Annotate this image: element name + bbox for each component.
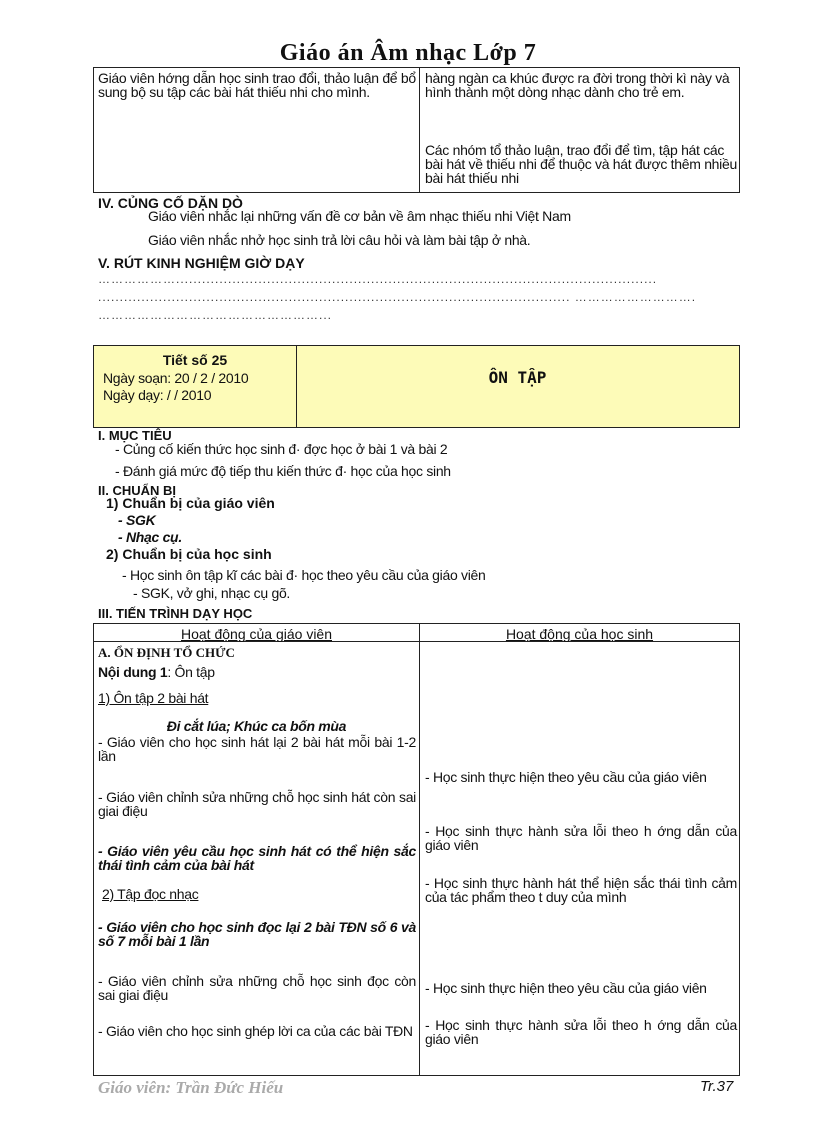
section5-heading: V. RÚT KINH NGHIỆM GIỜ DẠY	[98, 255, 305, 271]
section4-line2: Giáo viên nhắc nhở học sinh trả lời câu hỏi và làm bài tập ở nhà.	[148, 232, 531, 248]
page-title: Giáo án Âm nhạc Lớp 7	[279, 40, 537, 66]
activities-table	[93, 623, 740, 1076]
teacher-step-4: - Giáo viên cho học sinh đọc lại 2 bài TĐN số 6 và số 7 mỗi bài 1 lần	[98, 919, 416, 949]
teacher-step-3: - Giáo viên yêu cầu học sinh hát có thể hiện sắc thái tình cảm của bài hát	[98, 843, 416, 873]
content-1	[98, 664, 215, 680]
section2-sub2-a: - Học sinh ôn tập kĩ các bài đ· học theo yêu cầu của giáo viên	[122, 567, 486, 583]
section5-dots-2: ............................................................................................................. ……………………….	[98, 290, 697, 304]
content-1-label: Nội dung 1	[98, 664, 168, 680]
top-table	[93, 67, 740, 193]
section2-sub1-a: - SGK	[118, 512, 156, 528]
lesson-info-cell	[94, 346, 297, 427]
footer-page-number: Tr.37	[700, 1078, 734, 1095]
section1-item2: - Đánh giá mức độ tiếp thu kiến thức đ· học của học sinh	[115, 463, 451, 479]
teacher-step-6: - Giáo viên cho học sinh ghép lời ca của các bài TĐN	[98, 1023, 413, 1039]
teacher-step-2: - Giáo viên chỉnh sửa những chỗ học sinh hát còn sai giai điệu	[98, 789, 416, 819]
footer-teacher: Giáo viên: Trần Đức Hiếu	[98, 1078, 284, 1097]
student-step-3: - Học sinh thực hành hát thể hiện sắc thái tình cảm của tác phẩm theo t duy của mình	[425, 875, 737, 905]
section-a-heading: A. ỔN ĐỊNH TỔ CHỨC	[98, 645, 235, 660]
student-step-4: - Học sinh thực hiện theo yêu cầu của giáo viên	[425, 980, 707, 996]
lesson-title: ÔN TẬP	[488, 368, 547, 387]
section1-item1: - Củng cố kiến thức học sinh đ· đợc học ở bài 1 và bài 2	[115, 441, 448, 457]
lesson-prepared-date: Ngày soạn: 20 / 2 / 2010	[103, 370, 249, 386]
student-step-2: - Học sinh thực hành sửa lỗi theo h ớng dẫn của giáo viên	[425, 823, 737, 853]
student-step-1: - Học sinh thực hiện theo yêu cầu của giáo viên	[425, 769, 707, 785]
section3-heading: III. TIẾN TRÌNH DẠY HỌC	[98, 606, 253, 621]
section2-sub1-b: - Nhạc cụ.	[118, 529, 182, 545]
activities-table-divider	[419, 624, 420, 1075]
section4-line1: Giáo viên nhắc lại những vấn đề cơ bản về âm nhạc thiếu nhi Việt Nam	[148, 208, 571, 224]
top-table-divider	[419, 68, 420, 192]
teacher-step-1: - Giáo viên cho học sinh hát lại 2 bài hát mỗi bài 1-2 lần	[98, 734, 416, 764]
teacher-step-5: - Giáo viên chỉnh sửa những chỗ học sinh đọc còn sai giai điệu	[98, 973, 416, 1003]
section2-sub1: 1) Chuẩn bị của giáo viên	[106, 495, 275, 511]
item-2-heading: 2) Tập đọc nhạc	[102, 886, 199, 902]
section2-sub2-b: - SGK, vở ghi, nhạc cụ gõ.	[133, 585, 291, 601]
lesson-taught-date: Ngày dạy: / / 2010	[103, 387, 212, 403]
student-step-5: - Học sinh thực hành sửa lỗi theo h ớng dẫn của giáo viên	[425, 1017, 737, 1047]
section4-heading: IV. CỦNG CỐ DẶN DÒ	[98, 195, 243, 211]
col-header-teacher: Hoạt động của giáo viên	[181, 626, 332, 642]
lesson-header-box	[93, 345, 740, 428]
col-header-student: Hoạt động của học sinh	[505, 626, 654, 642]
lesson-number: Tiết số 25	[162, 352, 228, 368]
section2-sub2: 2) Chuẩn bị của học sinh	[106, 546, 272, 562]
section5-dots-3: ……………………………………………...	[98, 308, 333, 322]
songs-title: Đi cắt lúa; Khúc ca bốn mùa	[166, 718, 347, 734]
top-table-right-cell-2: Các nhóm tổ thảo luận, trao đổi để tìm, tập hát các bài hát về thiếu nhi để thuộc và hát được thêm nhiều bài hát thiếu nhi	[425, 142, 737, 186]
section2-heading: II. CHUẨN BỊ	[98, 483, 176, 498]
top-table-right-cell-1: hàng ngàn ca khúc được ra đời trong thời kì này và hình thành một dòng nhạc dành cho trẻ em.	[425, 70, 730, 100]
content-1-value: : Ôn tập	[167, 664, 215, 680]
section1-heading: I. MỤC TIÊU	[98, 428, 172, 443]
item-1-heading: 1) Ôn tập 2 bài hát	[98, 690, 209, 706]
section5-dots-1: ………………...............................................................................................................	[98, 272, 658, 286]
top-table-left-cell: Giáo viên hớng dẫn học sinh trao đổi, thảo luận để bổ sung bộ su tập các bài hát thiếu nhi cho mình.	[98, 70, 416, 100]
